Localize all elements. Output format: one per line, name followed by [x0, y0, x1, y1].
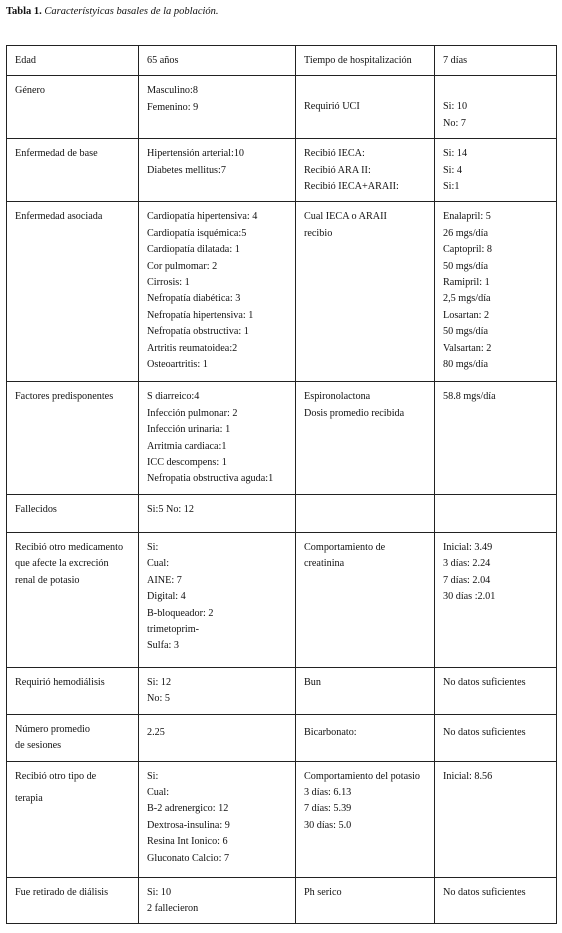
cell-line: Recibió IECA: [304, 148, 365, 160]
cell-line: Si: 4 [443, 164, 462, 176]
cell-line: Enalapril: 5 [443, 211, 491, 223]
cell-line: Enfermedad de base [15, 148, 98, 160]
cell-line: Captopril: 8 [443, 244, 492, 256]
cell-line: 65 años [147, 55, 179, 66]
cell-line: Requirió hemodiálisis [15, 676, 105, 688]
cell-line: S diarreico:4 [147, 391, 200, 403]
cell-line: Si: [147, 770, 159, 782]
cell-line: Cardiopatía hipertensiva: 4 [147, 211, 258, 223]
cell-line: Inicial: 3.49 [443, 541, 493, 553]
cell-line: Gluconato Calcio: 7 [147, 852, 230, 864]
table-cell-col4 [435, 877, 557, 924]
table-cell-col4 [435, 139, 557, 202]
cell-line: Recibió IECA+ARAII: [304, 181, 399, 193]
baseline-characteristics-table [6, 45, 557, 924]
cell-line: Número promedio [15, 723, 90, 735]
cell-line: Losartan: 2 [443, 309, 490, 321]
cell-line: 26 mgs/día [443, 227, 488, 239]
table-row [7, 139, 557, 202]
cell-line: Diabetes mellitus:7 [147, 164, 226, 176]
cell-line: 58.8 mgs/día [443, 391, 496, 403]
cell-line: 2 fallecieron [147, 902, 199, 914]
table-cell-col1 [7, 494, 139, 532]
cell-line: Femenino: 9 [147, 101, 199, 113]
cell-line: trimetoprim- [147, 623, 200, 635]
cell-line: AINE: 7 [147, 574, 182, 586]
table-cell-col3 [296, 202, 435, 382]
cell-line: No datos suficientes [443, 886, 526, 898]
cell-line: 30 días: 5.0 [304, 819, 352, 831]
table-cell-col3 [296, 761, 435, 877]
table-cell-col2 [139, 532, 296, 667]
table-row [7, 494, 557, 532]
cell-line: 7 días: 2.04 [443, 574, 491, 586]
cell-line: Infección pulmonar: 2 [147, 407, 238, 419]
cell-line: Nefropatía diabética: 3 [147, 293, 241, 305]
table-cell-col4 [435, 382, 557, 494]
cell-line: recibio [304, 227, 333, 239]
cell-line: de sesiones [15, 740, 62, 752]
cell-line: Hipertensión arterial:10 [147, 148, 245, 160]
cell-line: 3 días: 2.24 [443, 558, 491, 570]
table-cell-col4 [435, 202, 557, 382]
cell-line: Requirió UCI [304, 101, 360, 113]
table-cell-col3 [296, 532, 435, 667]
cell-line: Si:1 [443, 181, 460, 193]
cell-line: No datos suficientes [443, 676, 526, 688]
cell-line [304, 83, 434, 99]
table-cell-col3 [296, 877, 435, 924]
table-row [7, 46, 557, 76]
cell-line: Resina Int Ionico: 6 [147, 836, 228, 848]
cell-line: ICC descompens: 1 [147, 457, 227, 469]
table-cell-col2 [139, 714, 296, 761]
cell-line: 3 días: 6.13 [304, 786, 352, 798]
cell-line: Cual: [147, 786, 170, 798]
cell-line: 7 días: 5.39 [304, 803, 352, 815]
cell-line [443, 502, 556, 518]
cell-line: Espironolactona [304, 391, 371, 403]
table-cell-col1 [7, 202, 139, 382]
cell-line: Recibió ARA II: [304, 164, 371, 176]
cell-line: Valsartan: 2 [443, 342, 492, 354]
table-cell-col3 [296, 139, 435, 202]
table-caption [6, 6, 219, 17]
cell-line: Osteoartritis: 1 [147, 359, 208, 371]
cell-line: Cor pulmomar: 2 [147, 260, 218, 272]
cell-line: terapia [15, 792, 43, 804]
table-cell-col4 [435, 761, 557, 877]
table-row [7, 714, 557, 761]
table-row [7, 667, 557, 714]
cell-line: Infección urinaria: 1 [147, 424, 231, 436]
cell-line: No datos suficientes [443, 726, 526, 738]
cell-line [304, 502, 434, 518]
cell-line: Ramipril: 1 [443, 277, 490, 289]
table-cell-col2 [139, 202, 296, 382]
cell-line: 50 mgs/día [443, 326, 488, 338]
cell-line: Tiempo de hospitalización [304, 55, 412, 66]
table-cell-col4 [435, 714, 557, 761]
table-cell-col1 [7, 761, 139, 877]
cell-line: Recibió otro medicamento [15, 541, 124, 553]
cell-line: B-2 adrenergico: 12 [147, 803, 229, 815]
table-cell-col2 [139, 761, 296, 877]
cell-line: Enfermedad asociada [15, 211, 103, 223]
table-cell-col3 [296, 46, 435, 76]
cell-line: Artritis reumatoidea:2 [147, 342, 238, 354]
table-cell-col2 [139, 667, 296, 714]
cell-line: que afecte la excreción [15, 558, 109, 570]
table-cell-col3 [296, 382, 435, 494]
cell-line: Masculino:8 [147, 85, 198, 97]
cell-line: Nefropatia obstructiva aguda:1 [147, 473, 274, 485]
cell-line: Edad [15, 55, 36, 66]
table-cell-col4 [435, 76, 557, 139]
caption-label: Tabla 1. [6, 6, 42, 17]
cell-line: Nefropatía hipertensiva: 1 [147, 309, 254, 321]
table-cell-col4 [435, 46, 557, 76]
cell-line: Comportamiento de [304, 541, 386, 553]
table-cell-col4 [435, 494, 557, 532]
table-cell-col1 [7, 139, 139, 202]
table-cell-col2 [139, 494, 296, 532]
table-row [7, 761, 557, 877]
table-row [7, 76, 557, 139]
cell-line: Comportamiento del potasio [304, 770, 421, 782]
table-cell-col1 [7, 382, 139, 494]
table-cell-col2 [139, 382, 296, 494]
table-row [7, 382, 557, 494]
table-cell-col3 [296, 714, 435, 761]
cell-line: Recibió otro tipo de [15, 770, 97, 782]
cell-line: Bun [304, 676, 321, 688]
table-cell-col1 [7, 667, 139, 714]
cell-line: Cardiopatía dilatada: 1 [147, 244, 240, 256]
cell-line: No: 5 [147, 693, 170, 705]
cell-line: Digital: 4 [147, 591, 186, 603]
cell-line: 2,5 mgs/día [443, 293, 491, 305]
cell-line: renal de potasio [15, 574, 80, 586]
cell-line: Factores predisponentes [15, 391, 114, 403]
cell-line: Nefropatía obstructiva: 1 [147, 326, 249, 338]
cell-line: 80 mgs/día [443, 359, 488, 371]
table-cell-col1 [7, 532, 139, 667]
cell-line: 7 días [443, 55, 468, 66]
cell-line: Dextrosa-insulina: 9 [147, 819, 230, 831]
cell-line: creatinina [304, 558, 345, 570]
table-cell-col1 [7, 46, 139, 76]
cell-line: Cual: [147, 558, 170, 570]
cell-line: 50 mgs/día [443, 260, 488, 272]
cell-line: Si: 14 [443, 148, 468, 160]
cell-line [443, 83, 556, 99]
table-cell-col2 [139, 139, 296, 202]
table-row [7, 877, 557, 924]
cell-line: 2.25 [147, 726, 165, 738]
cell-line: B-bloqueador: 2 [147, 607, 214, 619]
cell-line: Sulfa: 3 [147, 640, 179, 652]
table-cell-col1 [7, 877, 139, 924]
table-cell-col2 [139, 76, 296, 139]
caption-text: Característyicas basales de la población. [44, 6, 219, 17]
table-cell-col1 [7, 714, 139, 761]
cell-line: Bicarbonato: [304, 726, 357, 738]
cell-line: Cardiopatía isquémica:5 [147, 227, 247, 239]
cell-line: Fue retirado de diálisis [15, 886, 109, 898]
cell-line: Ph serico [304, 886, 342, 898]
cell-line: Cirrosis: 1 [147, 277, 190, 289]
table-row [7, 202, 557, 382]
table-cell-col3 [296, 76, 435, 139]
cell-line: Dosis promedio recibida [304, 407, 405, 419]
cell-line: Si: 10 [147, 886, 172, 898]
cell-line: Si: 12 [147, 676, 172, 688]
cell-line: Género [15, 85, 45, 97]
cell-line: No: 7 [443, 117, 466, 129]
table-row [7, 532, 557, 667]
cell-line: Si:5 No: 12 [147, 503, 194, 515]
cell-line: 30 días :2.01 [443, 591, 496, 603]
cell-line: Arritmia cardiaca:1 [147, 440, 227, 452]
table-cell-col4 [435, 667, 557, 714]
cell-line: Si: 10 [443, 101, 468, 113]
table-cell-col2 [139, 877, 296, 924]
cell-line: Fallecidos [15, 503, 57, 515]
table-cell-col4 [435, 532, 557, 667]
cell-line: Si: [147, 541, 159, 553]
cell-line: Inicial: 8.56 [443, 770, 493, 782]
table-cell-col2 [139, 46, 296, 76]
cell-line: Cual IECA o ARAII [304, 211, 387, 223]
table-cell-col3 [296, 667, 435, 714]
table-cell-col1 [7, 76, 139, 139]
table-cell-col3 [296, 494, 435, 532]
